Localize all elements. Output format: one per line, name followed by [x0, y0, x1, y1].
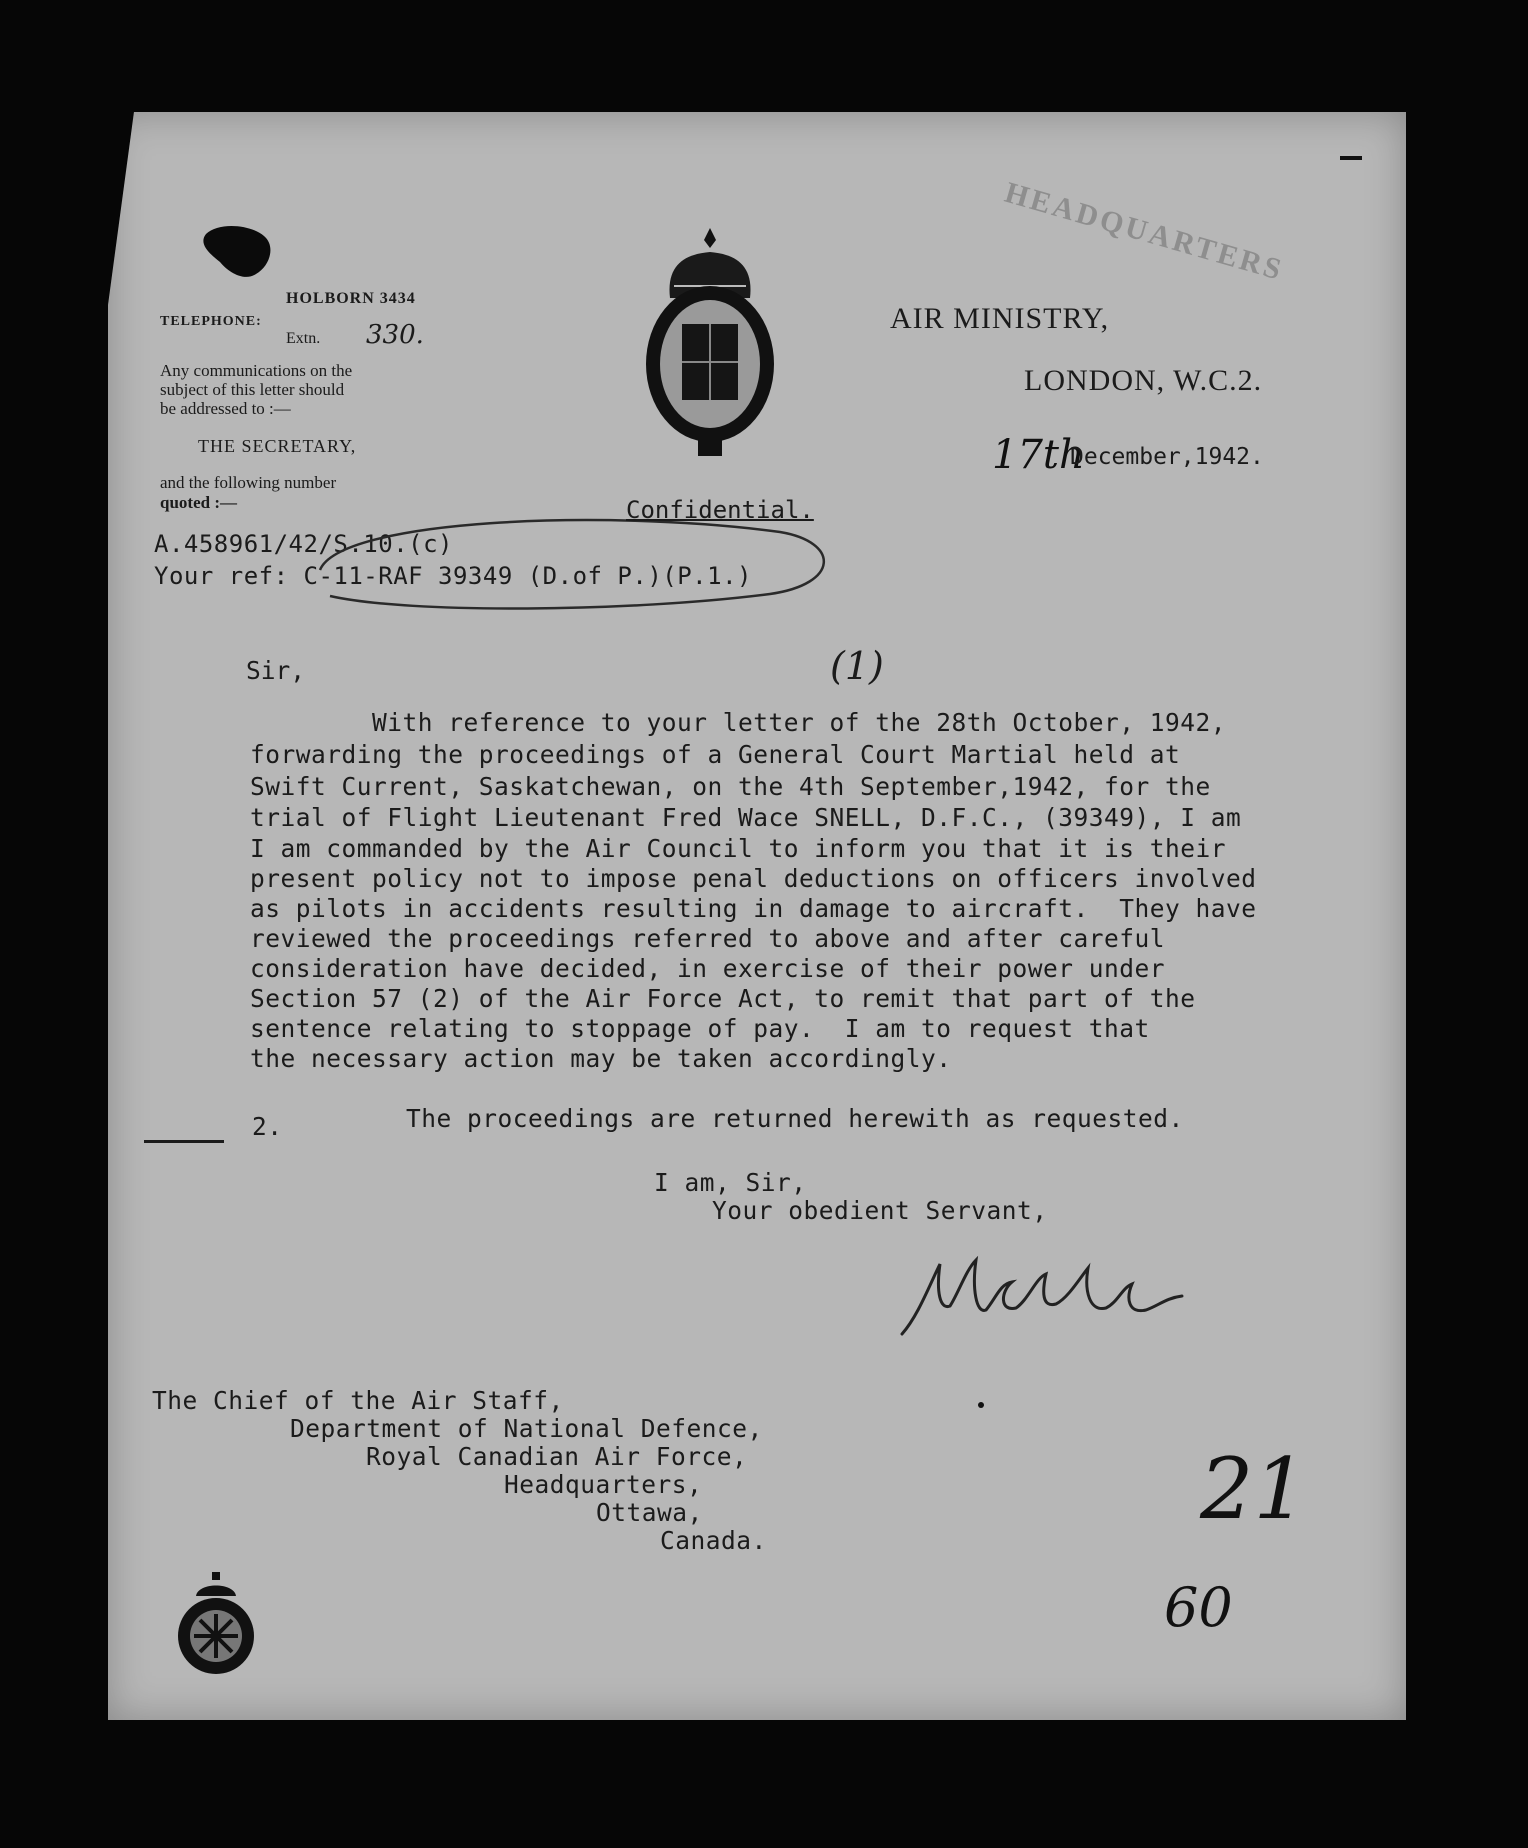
- body-line-10: Section 57 (2) of the Air Force Act, to remit that part of the: [250, 984, 1196, 1013]
- instructions-line-2: subject of this letter should: [160, 380, 345, 399]
- royal-crest-emblem: [636, 226, 784, 458]
- date-month-year: December,1942.: [1070, 444, 1264, 470]
- instructions-line-3: be addressed to :—: [160, 399, 291, 418]
- handwritten-signature: [896, 1248, 1186, 1352]
- body-line-7: as pilots in accidents resulting in damage to aircraft. They have: [250, 894, 1257, 923]
- recipient-line-6: Canada.: [660, 1526, 767, 1555]
- headquarters-stamp: HEADQUARTERS: [1001, 175, 1288, 288]
- your-reference: Your ref: C-11-RAF 39349 (D.of P.)(P.1.): [154, 562, 752, 590]
- body-line-12: the necessary action may be taken accordingly.: [250, 1044, 952, 1073]
- body-line-1: With reference to your letter of the 28th October, 1942,: [250, 708, 1227, 737]
- body-line-11: sentence relating to stoppage of pay. I am to request that: [250, 1014, 1150, 1043]
- quote-instruction-line-1: and the following number: [160, 473, 337, 492]
- instructions-line-1: Any communications on the: [160, 361, 353, 380]
- date-day: 17th: [992, 432, 1085, 478]
- paragraph-2-text: The proceedings are returned herewith as requested.: [406, 1104, 1184, 1133]
- recipient-line-2: Department of National Defence,: [290, 1414, 763, 1443]
- quote-instruction-line-2: quoted :—: [160, 493, 237, 512]
- body-line-3: Swift Current, Saskatchewan, on the 4th September,1942, for the: [250, 772, 1211, 801]
- salutation: Sir,: [246, 656, 306, 685]
- handwritten-number-21: 21: [1200, 1440, 1307, 1538]
- recipient-line-1: The Chief of the Air Staff,: [152, 1386, 564, 1415]
- right-edge-mark: [1340, 156, 1362, 160]
- recipient-line-5: Ottawa,: [596, 1498, 703, 1527]
- secretary-addressee: THE SECRETARY,: [198, 436, 357, 456]
- handwritten-number-60: 60: [1164, 1576, 1233, 1639]
- closing-line-2: Your obedient Servant,: [712, 1196, 1048, 1225]
- extension-number: 330.: [366, 320, 424, 350]
- margin-note: (1): [830, 644, 884, 688]
- body-line-6: present policy not to impose penal deductions on officers involved: [250, 864, 1257, 893]
- reference-number: A.458961/42/S.10.(c): [154, 530, 453, 558]
- body-line-9: consideration have decided, in exercise of their power under: [250, 954, 1166, 983]
- confidential-marking: Confidential.: [626, 496, 814, 524]
- extension-label: Extn.: [286, 330, 321, 347]
- closing-line-1: I am, Sir,: [654, 1168, 807, 1197]
- recipient-line-4: Headquarters,: [504, 1470, 703, 1499]
- telephone-exchange: HOLBORN 3434: [286, 290, 416, 307]
- body-line-5: I am commanded by the Air Council to inform you that it is their: [250, 834, 1227, 863]
- body-line-8: reviewed the proceedings referred to above and after careful: [250, 924, 1166, 953]
- margin-dash-mark: [144, 1140, 224, 1143]
- ink-blot-mark: [198, 222, 278, 284]
- rcaf-seal-emblem: [176, 1570, 256, 1676]
- telephone-label: TELEPHONE:: [160, 314, 262, 329]
- recipient-line-3: Royal Canadian Air Force,: [366, 1442, 748, 1471]
- body-line-4: trial of Flight Lieutenant Fred Wace SNELL, D.F.C., (39349), I am: [250, 803, 1242, 832]
- body-line-2: forwarding the proceedings of a General Court Martial held at: [250, 740, 1181, 769]
- paragraph-2-number: 2.: [252, 1112, 283, 1141]
- stray-dot: [978, 1402, 984, 1408]
- organisation-address: LONDON, W.C.2.: [1024, 364, 1263, 397]
- organisation-name: AIR MINISTRY,: [890, 302, 1110, 335]
